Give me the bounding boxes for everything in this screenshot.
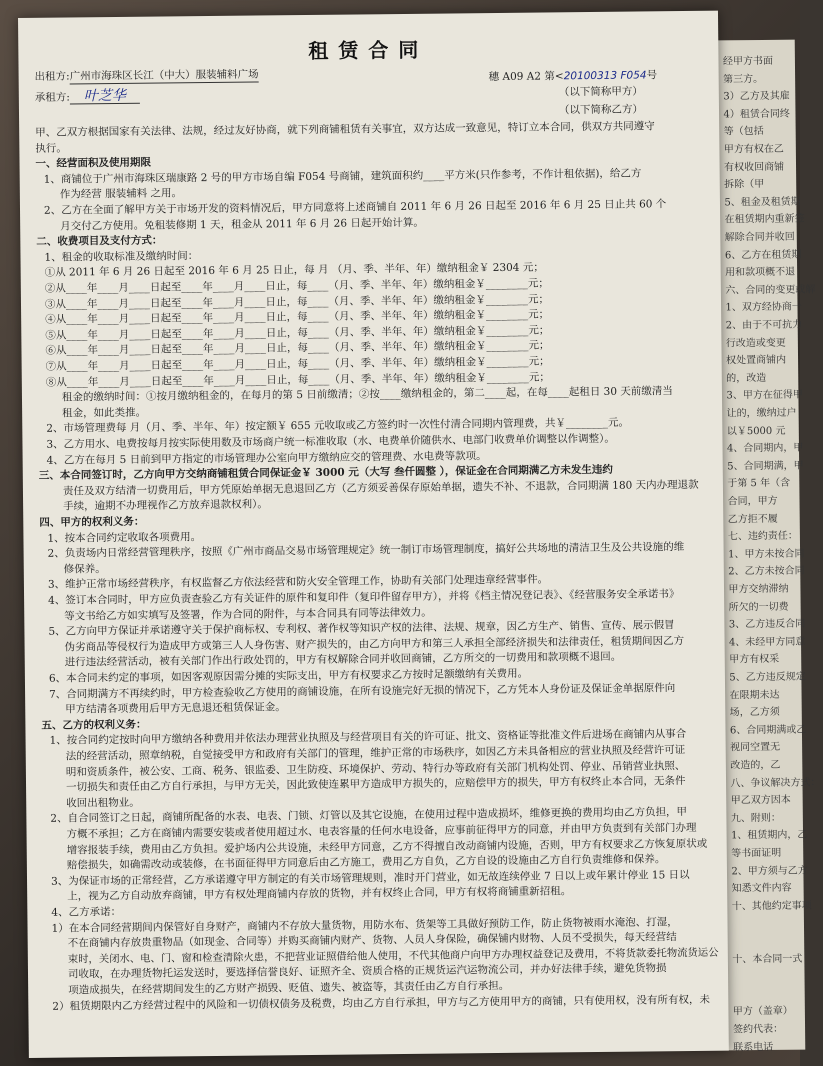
contract-line: 伪劣商品等侵权行为造成甲方或第三人人身伤害、财产损失的，由乙方向甲方和第三人承担全部经济损失和法律责任，租赁期间因乙方: [64, 634, 685, 654]
adjacent-page-line: 解除合同并收回: [724, 231, 795, 244]
lessee-alias: （以下简称乙方）: [558, 103, 644, 117]
adjacent-page-line: 改造的，乙: [730, 759, 781, 772]
adjacent-page-line: 6、乙方在租赁期: [724, 249, 802, 261]
contract-line: 5、乙方向甲方保证并承诺遵守关于保护商标权、专利权、著作权等知识产权的法律、法规、规章，因乙方生产、销售、宣传、展示假冒: [48, 619, 675, 638]
adjacent-page-line: 甲乙双方因本: [730, 794, 791, 807]
adjacent-page-line: 3、乙方违反合同: [728, 618, 806, 631]
adjacent-page-line: 在限期未达: [729, 689, 780, 701]
contract-line: 租金的缴纳时间：①按月缴纳租金的，在每月的第 5 日前缴清；②按____缴纳租金的，第二____起，在每____起租日 30 天前缴清当: [61, 385, 673, 404]
contract-line: 三、本合同签订时，乙方向甲方交纳商铺租赁合同保证金￥ 3000 元（大写 叁仟圆整 ），保证金在合同期满乙方未发生违约: [38, 463, 613, 482]
contract-line: 二、收费项目及支付方式：: [36, 234, 163, 249]
contract-line: 1、商铺位于广州市海珠区瑞康路 2 号的甲方市场自编 F054 号商铺，建筑面积约____平方米(只作参考，不作计租依据)，给乙方: [43, 167, 642, 186]
contract-line: ⑥从____年____月____日起至____年____月____日止，每____（月、季、半年、年）缴纳租金￥________元；: [45, 339, 550, 358]
adjacent-page-line: 5、乙方违反规定: [729, 671, 806, 684]
contract-line: ⑤从____年____月____日起至____年____月____日止，每____（月、季、半年、年）缴纳租金￥________元；: [45, 324, 550, 342]
contract-line: 赔偿损失，如确需改动或装修，在书面征得甲方同意后由乙方施工，费用乙方自负，乙方自设的设施由乙方自行负责维修和保养。: [66, 853, 666, 872]
contract-line: 手续，逾期不办理视作乙方放弃退款权利）。: [63, 498, 268, 513]
adjacent-page-line: 权处置商铺内: [726, 354, 787, 367]
contract-line: 明和资质条件，被公安、工商、税务、银监委、卫生防疫、环境保护、劳动、特行办等政府有关部门机构处罚、停业、吊销营业执照、: [65, 759, 686, 779]
contract-line: 束时，关闭水、电、门、窗和检查清除火患，不把营业证照借给他人使用，不代其他商户向甲方办理权益登记及费用，不将货款委托物流货运公: [67, 946, 719, 966]
contract-line: 执行。: [35, 142, 67, 155]
adjacent-page-line: 行改造或变更: [725, 337, 786, 349]
contract-line: ④从____年____月____日起至____年____月____日止，每____（月、季、半年、年）缴纳租金￥________元；: [45, 308, 550, 326]
adjacent-page-line: 1、双方经协商一: [725, 301, 802, 314]
contract-line: 1、按合同约定按时向甲方缴纳各种费用并依法办理营业执照及与经营项目有关的许可证、批文、资格证等批准文件后进场在商铺内从事合: [49, 728, 687, 748]
contract-line: 司收取，在办理货物托运发送时，要选择信誉良好、证照齐全、资质合格的正规货运汽运物流公司，并办好法律手续，避免货物损: [67, 962, 667, 981]
adjacent-page-line: 等书面证明: [731, 847, 782, 860]
contract-line: 4、乙方承诺：: [51, 905, 122, 919]
contract-line: 进行违法经营活动，被有关部门作出行政处罚的，甲方有权解除合同并收回商铺，乙方所交的一切费用和款项概不退回。: [64, 651, 622, 669]
number-suffix: 号: [646, 69, 658, 82]
number-handwritten: 20100313 F054: [563, 69, 647, 83]
contract-line: 收回出租物业。: [66, 796, 140, 810]
contract-line: 4、乙方在每月 5 日前到甲方指定的市场管理办公室向甲方缴纳应交的管理费、水电费等款项。: [46, 449, 487, 467]
lessee-handwritten: 叶芝华: [70, 89, 140, 105]
contract-line: ⑧从____年____月____日起至____年____月____日止，每____（月、季、半年、年）缴纳租金￥________元；: [45, 371, 550, 389]
adjacent-page-line: 签约代表：: [733, 1023, 784, 1036]
adjacent-page-line: 乙方拒不履: [727, 513, 778, 525]
adjacent-page-line: 经甲方书面: [722, 55, 773, 68]
number-label: 穗 A09 A2 第<: [488, 70, 564, 84]
contract-line: 3、乙方用水、电费按每月按实际使用数及市场商户统一标准收取（水、电费单价随供水、电部门收费单价调整以作调整）。: [46, 432, 615, 451]
contract-line: 甲方结清各项费用后甲方无息退还租赁保证金。: [65, 701, 286, 716]
adjacent-page-line: 2、乙方未按合同: [728, 565, 805, 578]
adjacent-page-line: 场，乙方须: [729, 707, 780, 719]
adjacent-page-line: 4、未经甲方同意: [728, 636, 806, 649]
adjacent-page-line: 甲方（盖章）: [732, 1006, 793, 1018]
adjacent-page-line: 5、合同期满，甲: [727, 460, 804, 473]
adjacent-page-line: 3）乙方及其雇: [723, 90, 790, 103]
adjacent-page-line: 等（包括: [723, 126, 764, 138]
contract-line: 一切损失和责任由乙方自行承担，与甲方无关，因此致使连累甲方造成甲方损失的，应赔偿甲方的损失，甲方有权终止本合同，无条件: [66, 775, 686, 794]
adjacent-page-line: 6、合同期满或乙: [729, 724, 807, 737]
adjacent-page-line: 1、甲方未按合同: [728, 548, 805, 561]
adjacent-page-line: 有权收回商铺: [723, 161, 785, 173]
contract-line: 五、乙方的权利义务：: [41, 718, 147, 732]
adjacent-page-line: 视同空置无: [730, 742, 781, 754]
adjacent-page-line: 合同，甲方: [727, 495, 778, 508]
adjacent-page-line: 甲方有权在乙: [723, 143, 784, 156]
contract-line: 法的经营活动，照章纳税，自觉接受甲方和政府有关部门的管理，维护正常的市场秩序，如因乙方未具备相应的营业执照及经营许可证: [65, 744, 686, 763]
contract-line: 7、合同期满方不再续约时，甲方检查验收乙方使用的商铺设施，在所有设施完好无损的情况下，乙方凭本人身份证及保证金单据原件向: [49, 681, 676, 701]
adjacent-page-line: 5、租金及租赁期: [724, 196, 801, 209]
adjacent-page-line: 六、合同的变更或解: [725, 284, 816, 297]
adjacent-page-line: 于第 5 年（含: [727, 478, 791, 490]
adjacent-page-line: 知悉文件内容: [731, 882, 792, 895]
adjacent-page-line: 七、违约责任：: [727, 530, 798, 543]
contract-line: 3、为保证市场的正常经营，乙方承诺遵守甲方制定的有关市场管理规则，准时开门营业，如无故连续停业 7 日以上或年累计停业 15 日以: [50, 868, 690, 888]
contract-line: 2、市场管理费每 月（月、季、半年、年）按定额￥ 655 元收取或乙方签约时一次性付清合同期内管理费，共￥________元。: [46, 417, 630, 436]
contract-line: 四、甲方的权利义务：: [39, 515, 145, 529]
adjacent-page-line: 九、附则：: [730, 812, 781, 825]
adjacent-page-line: 十、本合同一式: [732, 953, 803, 965]
contract-line: 4、签订本合同时，甲方应负责查验乙方有关证件的原件和复印件（复印件留存甲方），并将《档主情况登记表》、《经营服务安全承诺书》: [48, 588, 680, 607]
lessee-line: [35, 89, 140, 105]
adjacent-page-line: 3、甲方在征得甲: [726, 389, 803, 402]
adjacent-page-line: 十、其他约定事项: [731, 900, 812, 913]
contract-line: 2、负责场内日常经营管理秩序，按照《广州市商品交易市场管理规定》统一制订市场管理制度，搞好公共场地的清洁卫生及公共设施的维: [47, 541, 685, 560]
contract-line: 1）在本合同经营期间内保管好自身财产，商铺内不存放大量货物，用防水布、货架等工具做好预防工作，防止货物被雨水淹泡、打湿，: [51, 915, 678, 935]
adjacent-page-line: 2、由于不可抗力: [725, 319, 803, 332]
adjacent-page-line: 八、争议解决方式：: [730, 776, 821, 789]
adjacent-page-line: 4、合同期内，甲: [726, 442, 804, 455]
contract-line: 月交付乙方使用。免租装修期 1 天，租金从 2011 年 6 月 26 日起开始计算。: [60, 216, 424, 233]
document-title: 租赁合同: [308, 37, 429, 63]
contract-line: ①从 2011 年 6 月 26 日起至 2016 年 6 月 25 日止，每 月 （月、季、半年、年）缴纳租金￥ 2304 元；: [44, 261, 544, 280]
contract-line: 修保养。: [63, 562, 106, 576]
contract-line: ⑦从____年____月____日起至____年____月____日止，每____（月、季、半年、年）缴纳租金￥________元；: [45, 355, 550, 373]
contract-number: [489, 67, 658, 84]
adjacent-page-line: 所欠的一切费: [728, 601, 789, 613]
adjacent-page-line: 拆除（甲: [724, 179, 765, 191]
contract-line: 不在商铺内存放贵重物品（如现金、合同等）并购买商铺内财产、货物、人员人身保险，确保铺内财物、人员不受损失，每天经营结: [67, 931, 677, 950]
adjacent-page-line: 4）租赁合同终: [723, 108, 790, 121]
lessor-alias: （以下简称甲方）: [558, 85, 643, 99]
contract-line: ②从____年____月____日起至____年____月____日止，每____（月、季、半年、年）缴纳租金￥________元；: [44, 277, 549, 295]
contract-line: 责任及双方结清一切费用后，甲方凭原始单据无息退回乙方（乙方须妥善保存原始单据，遗失不补、不退款，合同期满 180 天内办理退款: [62, 478, 699, 498]
contract-line: 1、按本合同约定收取各项费用。: [47, 530, 202, 545]
contract-line: 3、维护正常市场经营秩序，有权监督乙方依法经营和防火安全管理工作，协助有关部门处理违章经营事件。: [47, 573, 549, 592]
adjacent-page: [717, 40, 821, 1053]
contract-line: 2、自合同签订之日起，商铺所配备的水表、电表、门锁、灯管以及其它设施，在使用过程中造成损坏，维修更换的费用均由乙方负担，甲: [50, 806, 688, 826]
contract-line: 增容报装手续，费用由乙方负担。爱护场内公共设施，未经甲方同意，乙方不得擅自改动商铺内设施，否则，甲方有权要求乙方恢复原状或: [66, 837, 708, 857]
lessor-name: 广州市海珠区长江（中大）服装辅料广场: [69, 68, 259, 83]
contract-line: ③从____年____月____日起至____年____月____日止，每____（月、季、半年、年）缴纳租金￥________元；: [44, 293, 550, 311]
adjacent-page-line: 联系电话: [733, 1041, 774, 1053]
contract-line: 作为经营 服装辅料 之用。: [59, 187, 183, 201]
adjacent-page-line: 第三方。: [723, 73, 764, 85]
lessor-label: 出租方:: [34, 70, 70, 83]
contract-line: 方概不承担；乙方在商铺内需要安装或者使用超过水、电表容量的任何水电设备，应事前征得甲方的同意，并由甲方负责到有关部门办理: [66, 821, 697, 841]
adjacent-page-line: 的，改造: [726, 372, 767, 385]
adjacent-page-text: [717, 40, 821, 1053]
adjacent-page-line: 甲方有权采: [729, 654, 780, 666]
lessor-line: [35, 67, 259, 84]
adjacent-page-line: 在租赁期内重新签: [724, 213, 805, 226]
adjacent-page-line: 用和款项概不退: [725, 266, 796, 279]
adjacent-page-line: 2、甲方须与乙方: [731, 865, 808, 877]
adjacent-page-line: 让的，缴纳过户: [726, 407, 797, 420]
contract-line: 2、乙方在全面了解甲方关于市场开发的资料情况后，甲方同意将上述商铺自 2011 年 6 月 26 日起至 2016 年 6 月 25 日止共 60 个: [43, 198, 667, 217]
contract-line: 租金，如此类推。: [62, 406, 147, 420]
contract-line: 等文书给乙方如实填写及签署，作为合同的附件，与本合同具有同等法律效力。: [64, 606, 432, 623]
adjacent-page-line: 1、租赁期内，乙: [730, 829, 808, 842]
contract-line: 6、本合同未约定的事项，如因客观原因需分摊的实际支出，甲方有权要求乙方按时足额缴纳有关费用。: [48, 667, 529, 685]
adjacent-page-line: 以￥5000 元: [726, 425, 786, 437]
contract-line: 一、经营面积及使用期限: [35, 156, 152, 171]
contract-line: 2）租赁期限内乙方经营过程中的风险和一切债权债务及税费，均由乙方自行承担，甲方与乙方使用甲方的商铺，只有使用权，没有所有权，未: [52, 993, 711, 1013]
contract-line: 项造成损失，在经营期间发生的乙方财产损毁、贬值、遗失、被盗等，其责任由乙方自行承担。: [68, 979, 510, 997]
contract-line: 上，视为乙方自动放弃商铺，甲方有权处理商铺内存放的货物，并有权终止合同，甲方有权将商铺重新招租。: [67, 885, 572, 903]
lessee-label: 承租方:: [34, 91, 70, 104]
adjacent-page-line: 甲方交纳滞纳: [728, 583, 789, 596]
contract-line: 甲、乙双方根据国家有关法律、法规，经过友好协商，就下列商铺租赁有关事宜，双方达成一致意见，特订立本合同，供双方共同遵守: [35, 120, 655, 139]
contract-line: 1、租金的收取标准及缴纳时间：: [44, 249, 199, 264]
contract-page: [18, 11, 729, 1058]
